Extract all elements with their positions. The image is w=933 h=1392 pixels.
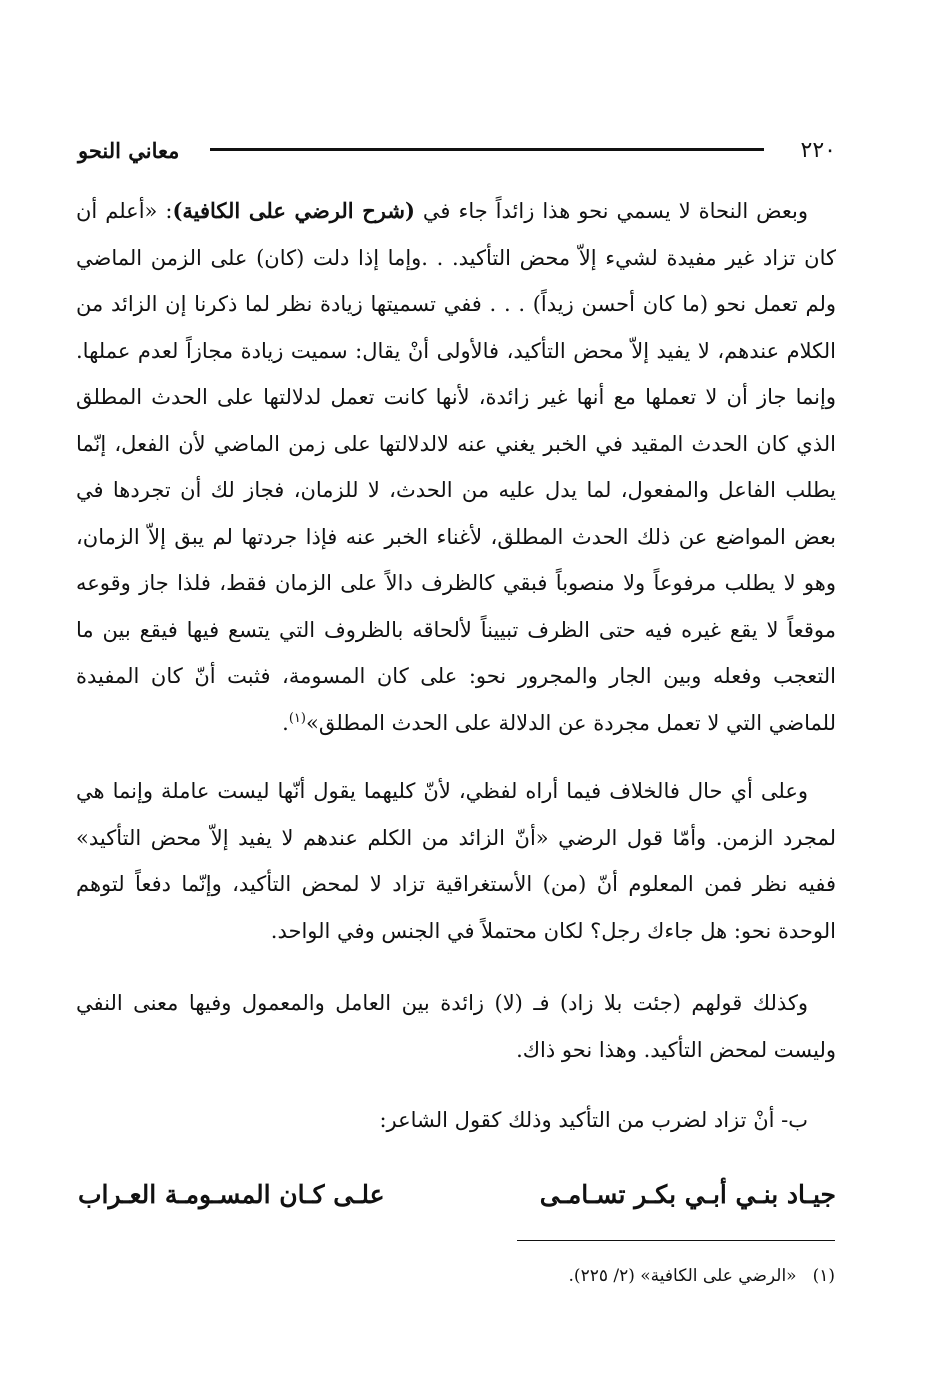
footnote bbox=[569, 1262, 835, 1290]
paragraph-1-intro: وبعض النحاة لا يسمي نحو هذا زائداً جاء في bbox=[414, 199, 809, 223]
footnote-reference: (١) bbox=[288, 710, 306, 726]
poetry-verse bbox=[78, 1180, 836, 1230]
footnote-text: «الرضي على الكافية» (٢/ ٢٢٥). bbox=[568, 1266, 797, 1286]
verse-first-hemistich: جيـاد بنـي أبـي بكـر تسـامـى bbox=[539, 1180, 836, 1209]
paragraph-1-quote: : «أعلم أن كان تزاد غير مفيدة لشيء إلاّ محض التأكيد. . .وإما إذا دلت (كان) على الزمن الماضي ولم تعمل نحو (ما كان أحسن زيداً) . . . ففي تسميتها زيادة نظر لما ذكرنا إن الزائد من الكلام عندهم، لا يفيد إلاّ محض التأكيد، فالأولى أنْ يقال: سميت زيادة مجازاً لعدم عملها. وإنما جاز أن لا تعملها مع أنها غير زائدة، لأنها كانت تعمل لدلالتها على الحدث المطلق الذي كان الحدث المقيد في الخبر يغني عنه لالدلالتها على زمن الماضي لأن الفعل، إنّما يطلب الفاعل والمفعول، لما يدل عليه من الحدث، لا للزمان، فجاز لك أن تجردها في بعض المواضع عن ذلك الحدث المطلق، لأغناء الخبر عنه فإذا جردتها لم يبق إلاّ الزمان، وهو لا يطلب مرفوعاً ولا منصوباً فبقي كالظرف دالاً على الزمان فقط، فلذا جاز وقوعه موقعاً لا يقع غيره فيه حتى الظرف تبييناً لألحاقه بالظروف التي يتسع فيها فيقع بين ما التعجب وفعله وبين الجار والمجرور نحو: على كان المسومة، فثبت أنّ كان المفيدة للماضي التي لا تعمل مجردة عن الدلالة على الحدث المطلق» bbox=[76, 199, 836, 735]
running-title: معاني النحو bbox=[78, 138, 180, 163]
paragraph-3: وكذلك قولهم (جئت بلا زاد) فـ (لا) زائدة بين العامل والمعمول وفيها معنى النفي وليست لمحض التأكيد. وهذا نحو ذاك. bbox=[76, 991, 836, 1062]
page-number: ٢٢٠ bbox=[800, 138, 836, 163]
body-text bbox=[76, 188, 836, 1144]
paragraph-quote bbox=[76, 188, 836, 746]
paragraph-4: ب- أنْ تزاد لضرب من التأكيد وذلك كقول الشاعر: bbox=[379, 1108, 808, 1132]
verse-second-hemistich: علـى كـان المسـومـة العـراب bbox=[78, 1180, 385, 1209]
paragraph-1-tail: . bbox=[282, 710, 289, 735]
book-title: (شرح الرضي على الكافية) bbox=[172, 198, 415, 223]
paragraph-2: وعلى أي حال فالخلاف فيما أراه لفظي، لأنّ كليهما يقول أنّها ليست عاملة وإنما هي لمجرد الزمن. وأمّا قول الرضي «أنّ الزائد من الكلم عندهم لا يفيد إلاّ محض التأكيد» ففيه نظر فمن المعلوم أنّ (من) الأستغراقية تزاد لا لمحض التأكيد، وإنّما دفعاً لتوهم الوحدة نحو: هل جاءك رجل؟ لكان محتملاً في الجنس وفي الواحد. bbox=[76, 779, 836, 943]
header-rule bbox=[210, 148, 764, 151]
page-header bbox=[78, 136, 836, 172]
footnote-number: (١) bbox=[812, 1266, 835, 1286]
footnote-separator bbox=[517, 1240, 835, 1241]
